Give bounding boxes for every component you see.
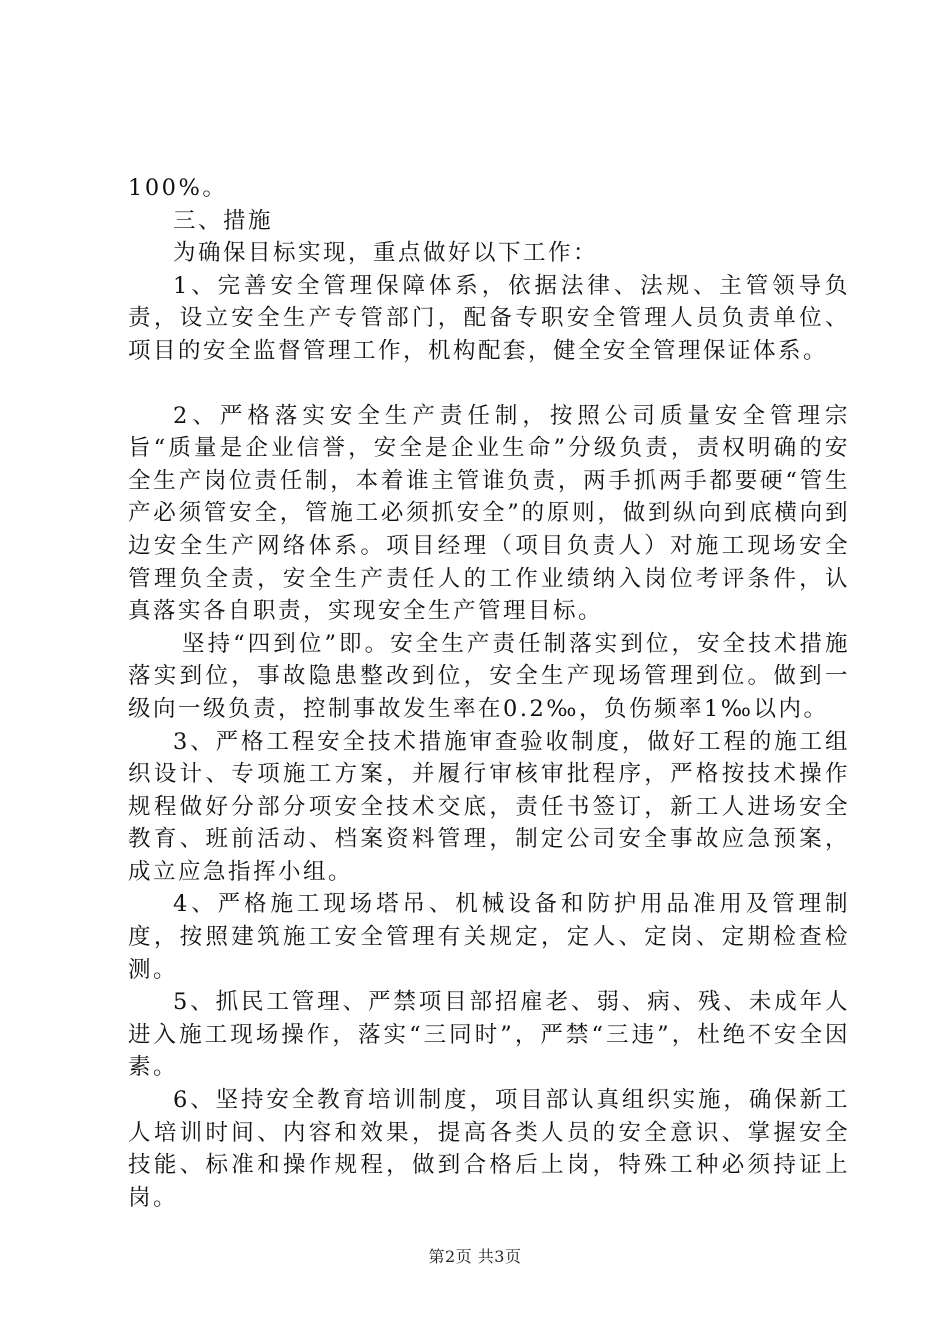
- document-body: [128, 172, 850, 1214]
- paragraph-item-3: 3、严格工程安全技术措施审查验收制度，做好工程的施工组织设计、专项施工方案，并履行审核审批程序，严格按技术操作规程做好分部分项安全技术交底，责任书签订，新工人进场安全教育、班前活动、档案资料管理，制定公司安全事故应急预案，成立应急指挥小组。: [128, 728, 850, 885]
- paragraph-item-5: 5、抓民工管理、严禁项目部招雇老、弱、病、残、未成年人进入施工现场操作，落实“三同时”，严禁“三违”，杜绝不安全因素。: [128, 989, 850, 1081]
- paragraph-item-2: 2、严格落实安全生产责任制，按照公司质量安全管理宗旨“质量是企业信誉，安全是企业生命”分级负责，责权明确的安全生产岗位责任制，本着谁主管谁负责，两手抓两手都要硬“管生产必须管安全，管施工必须抓安全”的原则，做到纵向到底横向到边安全生产网络体系。项目经理（项目负责人）对施工现场安全管理负全责，安全生产责任人的工作业绩纳入岗位考评条件，认真落实各自职责，实现安全生产管理目标。: [128, 402, 850, 625]
- section-heading-measures: 三、措施: [173, 207, 274, 234]
- paragraph-intro: 为确保目标实现，重点做好以下工作：: [173, 240, 599, 267]
- paragraph-item-4: 4、严格施工现场塔吊、机械设备和防护用品准用及管理制度，按照建筑施工安全管理有关规定，定人、定岗、定期检查检测。: [128, 891, 850, 983]
- paragraph-item-6: 6、坚持安全教育培训制度，项目部认真组织实施，确保新工人培训时间、内容和效果，提高各类人员的安全意识、掌握安全技能、标准和操作规程，做到合格后上岗，特殊工种必须持证上岗。: [128, 1087, 850, 1211]
- paragraph-four-in-place: 坚持“四到位”即。安全生产责任制落实到位，安全技术措施落实到位，事故隐患整改到位，安全生产现场管理到位。做到一级向一级负责，控制事故发生率在0.2‰，负伤频率1‰以内。: [128, 630, 850, 722]
- paragraph-percent: 100%。: [128, 175, 228, 201]
- page-number-footer: 第2页 共3页: [428, 1247, 522, 1266]
- paragraph-item-1: 1、完善安全管理保障体系，依据法律、法规、主管领导负责，设立安全生产专管部门，配备专职安全管理人员负责单位、项目的安全监督管理工作，机构配套，健全安全管理保证体系。: [128, 272, 850, 364]
